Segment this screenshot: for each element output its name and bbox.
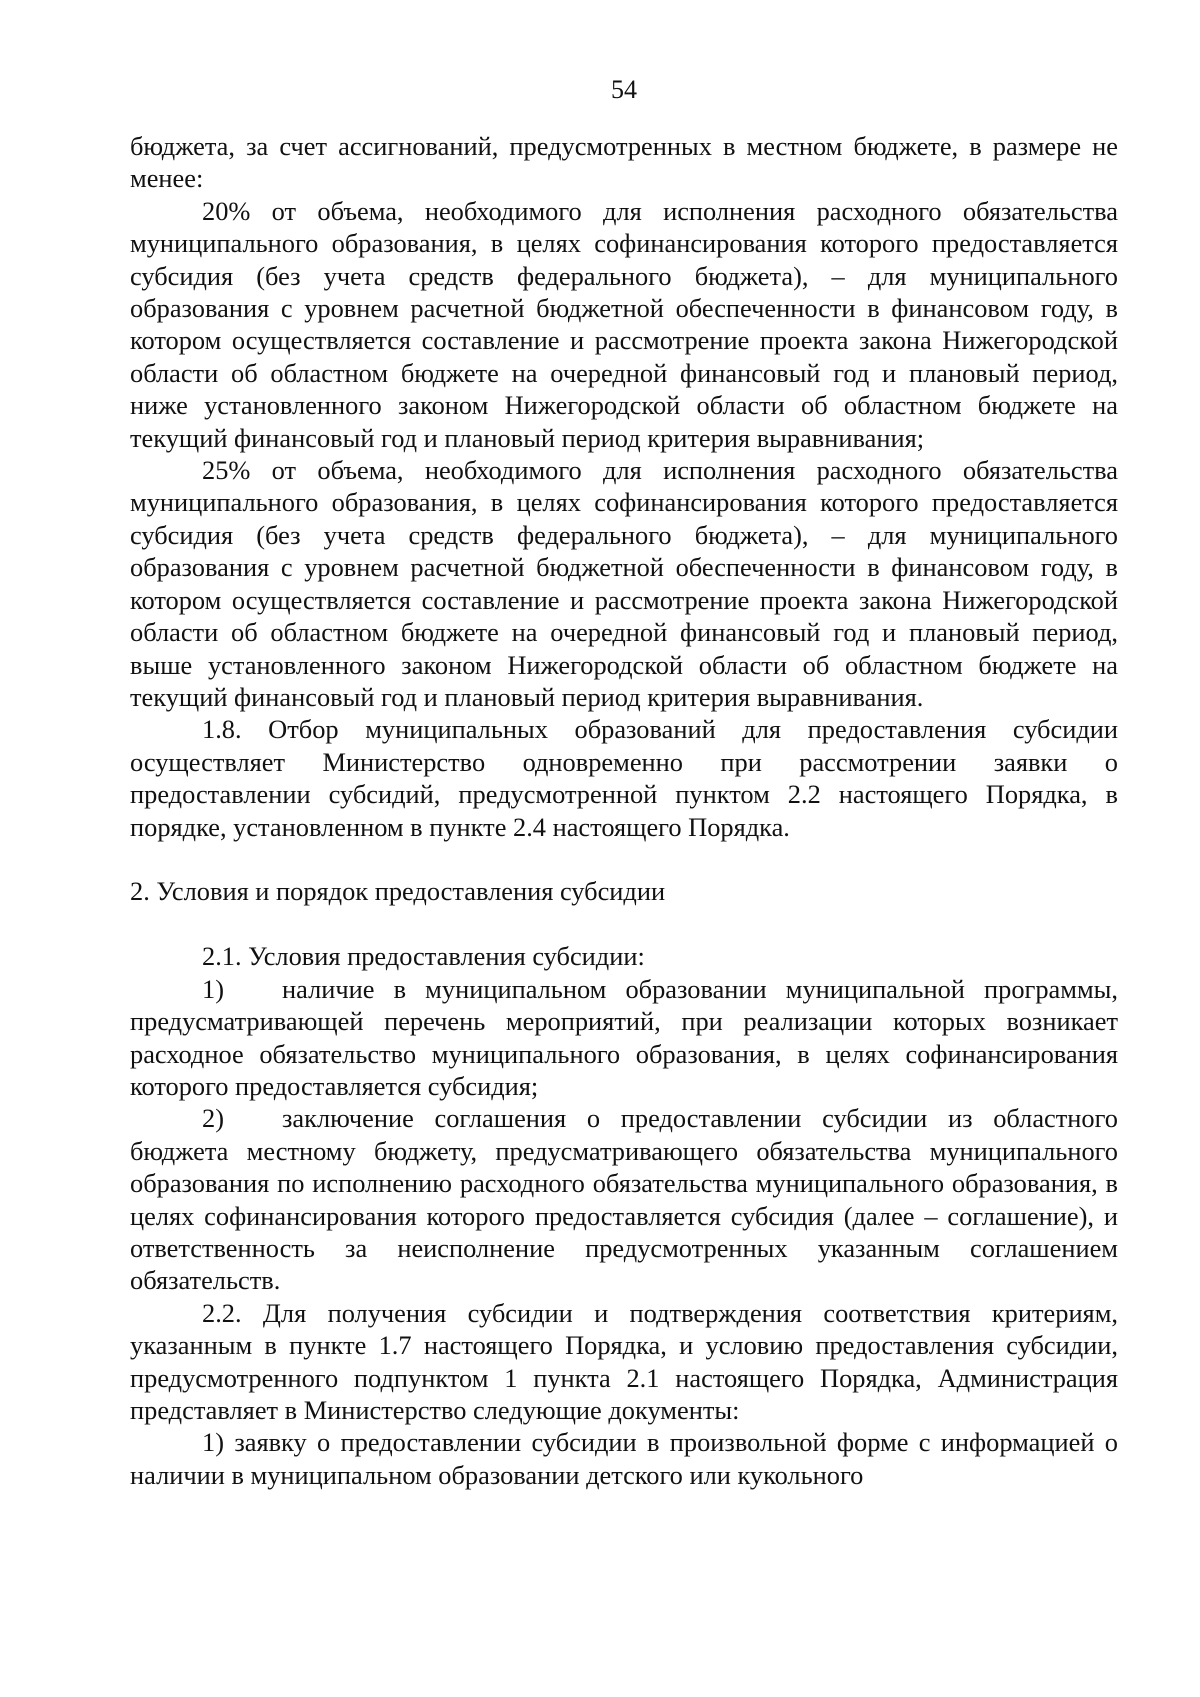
paragraph-2-2: 2.2. Для получения субсидии и подтверждения соответствия критериям, указанным в пункте 1.7 настоящего Порядка, и условию предоставления субсидии, предусмотренного подпунктом 1 пункта 2.1 настоящего Порядка, Администрация представляет в Министерство следующие документы: xyxy=(130,1297,1118,1426)
paragraph-2-1-item-2 xyxy=(130,1102,1118,1296)
item-number: 1) xyxy=(202,973,224,1004)
paragraph-2-1-item-1 xyxy=(130,973,1118,1103)
paragraph-budget-continuation: бюджета, за счет ассигнований, предусмотренных в местном бюджете, в размере не менее: xyxy=(130,131,1118,194)
paragraph-20-percent: 20% от объема, необходимого для исполнения расходного обязательства муниципального образования, в целях софинансирования которого предоставляется субсидия (без учета средств федерального бюджета), – для муниципального образования с уровнем расчетной бюджетной обеспеченности в финансовом году, в котором осуществляется составление и рассмотрение проекта закона Нижегородской области об областном бюджете на очередной финансовый год и плановый период, ниже установленного законом Нижегородской области об областном бюджете на текущий финансовый год и плановый период критерия выравнивания; xyxy=(130,195,1118,453)
item-text: заключение соглашения о предоставлении субсидии из областного бюджета местному бюджету, предусматривающего обязательства муниципального образования по исполнению расходного обязательства муниципального образования, в целях софинансирования которого предоставляется субсидия (далее – соглашение), и ответственность за неисполнение предусмотренных указанным соглашением обязательств. xyxy=(130,1103,1118,1296)
item-text: наличие в муниципальном образовании муниципальной программы, предусматривающей перечень мероприятий, при реализации которых возникает расходное обязательство муниципального образования, в целях софинансирования которого предоставляется субсидия; xyxy=(130,973,1118,1101)
paragraph-25-percent: 25% от объема, необходимого для исполнения расходного обязательства муниципального образования, в целях софинансирования которого предоставляется субсидия (без учета средств федерального бюджета), – для муниципального образования с уровнем расчетной бюджетной обеспеченности в финансовом году, в котором осуществляется составление и рассмотрение проекта закона Нижегородской области об областном бюджете на очередной финансовый год и плановый период, выше установленного законом Нижегородской области об областном бюджете на текущий финансовый год и плановый период критерия выравнивания. xyxy=(130,455,1118,712)
paragraph-2-1: 2.1. Условия предоставления субсидии: xyxy=(202,941,645,972)
page-number: 54 xyxy=(611,75,637,104)
item-number: 2) xyxy=(202,1103,224,1134)
section-heading: 2. Условия и порядок предоставления субсидии xyxy=(130,875,666,906)
paragraph-1-8: 1.8. Отбор муниципальных образований для предоставления субсидии осуществляет Министерство одновременно при рассмотрении заявки о предоставлении субсидий, предусмотренной пунктом 2.2 настоящего Порядка, в порядке, установленном в пункте 2.4 настоящего Порядка. xyxy=(130,714,1118,842)
document-body xyxy=(130,130,1118,1491)
paragraph-2-2-item-1: 1) заявку о предоставлении субсидии в произвольной форме с информацией о наличии в муниципальном образовании детского или кукольного xyxy=(130,1427,1118,1490)
